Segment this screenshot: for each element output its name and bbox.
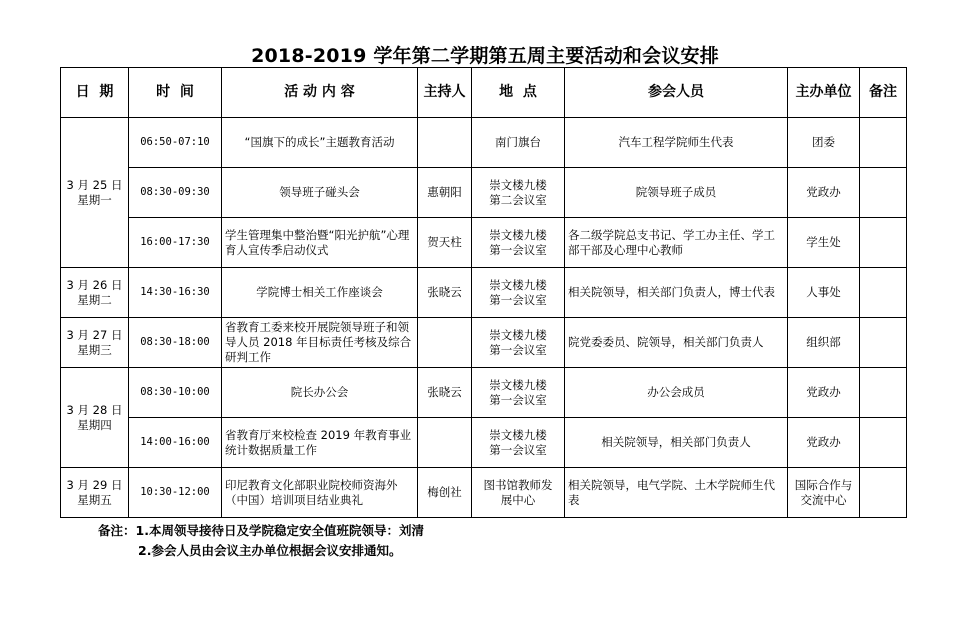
header-place: 地 点 [472,68,565,118]
attendees-cell: 院党委委员、院领导，相关部门负责人 [565,318,788,368]
place-cell: 崇文楼九楼 第二会议室 [472,168,565,218]
header-content: 活 动 内 容 [222,68,418,118]
remark-cell [860,268,907,318]
place-cell: 崇文楼九楼 第一会议室 [472,368,565,418]
organizer-cell: 组织部 [788,318,860,368]
table-row [61,268,907,318]
date-cell: 3 月 25 日 星期一 [61,118,129,268]
organizer-cell: 团委 [788,118,860,168]
table-row [61,418,907,468]
remark-cell [860,418,907,468]
content-cell: 领导班子碰头会 [222,168,418,218]
place-cell: 图书馆教师发 展中心 [472,468,565,518]
host-cell [418,318,472,368]
table-row [61,368,907,418]
date-cell: 3 月 27 日 星期三 [61,318,129,368]
host-cell: 张晓云 [418,268,472,318]
organizer-cell: 党政办 [788,168,860,218]
organizer-cell: 党政办 [788,418,860,468]
table-row [61,318,907,368]
attendees-cell: 办公会成员 [565,368,788,418]
organizer-cell: 国际合作与 交流中心 [788,468,860,518]
header-organizer: 主办单位 [788,68,860,118]
header-time: 时 间 [129,68,222,118]
time-cell: 16:00-17:30 [129,218,222,268]
place-cell: 崇文楼九楼 第一会议室 [472,218,565,268]
page-title: 2018-2019 学年第二学期第五周主要活动和会议安排 [251,45,719,67]
organizer-cell: 党政办 [788,368,860,418]
header-date: 日 期 [61,68,129,118]
table-row [61,168,907,218]
remark-cell [860,168,907,218]
header-remark: 备注 [860,68,907,118]
time-cell: 14:30-16:30 [129,268,222,318]
content-cell: 印尼教育文化部职业院校师资海外（中国）培训项目结业典礼 [222,468,418,518]
time-cell: 06:50-07:10 [129,118,222,168]
attendees-cell: 相关院领导，相关部门负责人 [565,418,788,468]
remark-cell [860,368,907,418]
content-cell: 学生管理集中整治暨“阳光护航”心理育人宣传季启动仪式 [222,218,418,268]
table-row [61,118,907,168]
schedule-table [60,67,907,518]
remark-cell [860,218,907,268]
table-row [61,468,907,518]
place-cell: 崇文楼九楼 第一会议室 [472,268,565,318]
remark-cell [860,118,907,168]
header-attendees: 参会人员 [565,68,788,118]
date-cell: 3 月 29 日 星期五 [61,468,129,518]
place-cell: 崇文楼九楼 第一会议室 [472,418,565,468]
date-cell: 3 月 26 日 星期二 [61,268,129,318]
note-line-2: 2.参会人员由会议主办单位根据会议安排通知。 [138,543,402,558]
header-row [61,68,907,118]
attendees-cell: 院领导班子成员 [565,168,788,218]
organizer-cell: 学生处 [788,218,860,268]
remark-cell [860,318,907,368]
host-cell: 梅创社 [418,468,472,518]
date-cell: 3 月 28 日 星期四 [61,368,129,468]
content-cell: 省教育工委来校开展院领导班子和领导人员 2018 年目标责任考核及综合研判工作 [222,318,418,368]
attendees-cell: 相关院领导，电气学院、土木学院师生代表 [565,468,788,518]
attendees-cell: 相关院领导，相关部门负责人，博士代表 [565,268,788,318]
content-cell: 院长办公会 [222,368,418,418]
attendees-cell: 汽车工程学院师生代表 [565,118,788,168]
host-cell: 贺天柱 [418,218,472,268]
note-line-1: 备注：1.本周领导接待日及学院稳定安全值班院领导：刘清 [98,523,424,538]
time-cell: 10:30-12:00 [129,468,222,518]
place-cell: 南门旗台 [472,118,565,168]
content-cell: 省教育厅来校检查 2019 年教育事业统计数据质量工作 [222,418,418,468]
host-cell: 张晓云 [418,368,472,418]
host-cell [418,418,472,468]
host-cell: 惠朝阳 [418,168,472,218]
content-cell: 学院博士相关工作座谈会 [222,268,418,318]
place-cell: 崇文楼九楼 第一会议室 [472,318,565,368]
content-cell: “国旗下的成长”主题教育活动 [222,118,418,168]
host-cell [418,118,472,168]
notes [98,521,424,561]
header-host: 主持人 [418,68,472,118]
time-cell: 08:30-10:00 [129,368,222,418]
organizer-cell: 人事处 [788,268,860,318]
time-cell: 14:00-16:00 [129,418,222,468]
remark-cell [860,468,907,518]
time-cell: 08:30-09:30 [129,168,222,218]
table-row [61,218,907,268]
time-cell: 08:30-18:00 [129,318,222,368]
attendees-cell: 各二级学院总支书记、学工办主任、学工部干部及心理中心教师 [565,218,788,268]
